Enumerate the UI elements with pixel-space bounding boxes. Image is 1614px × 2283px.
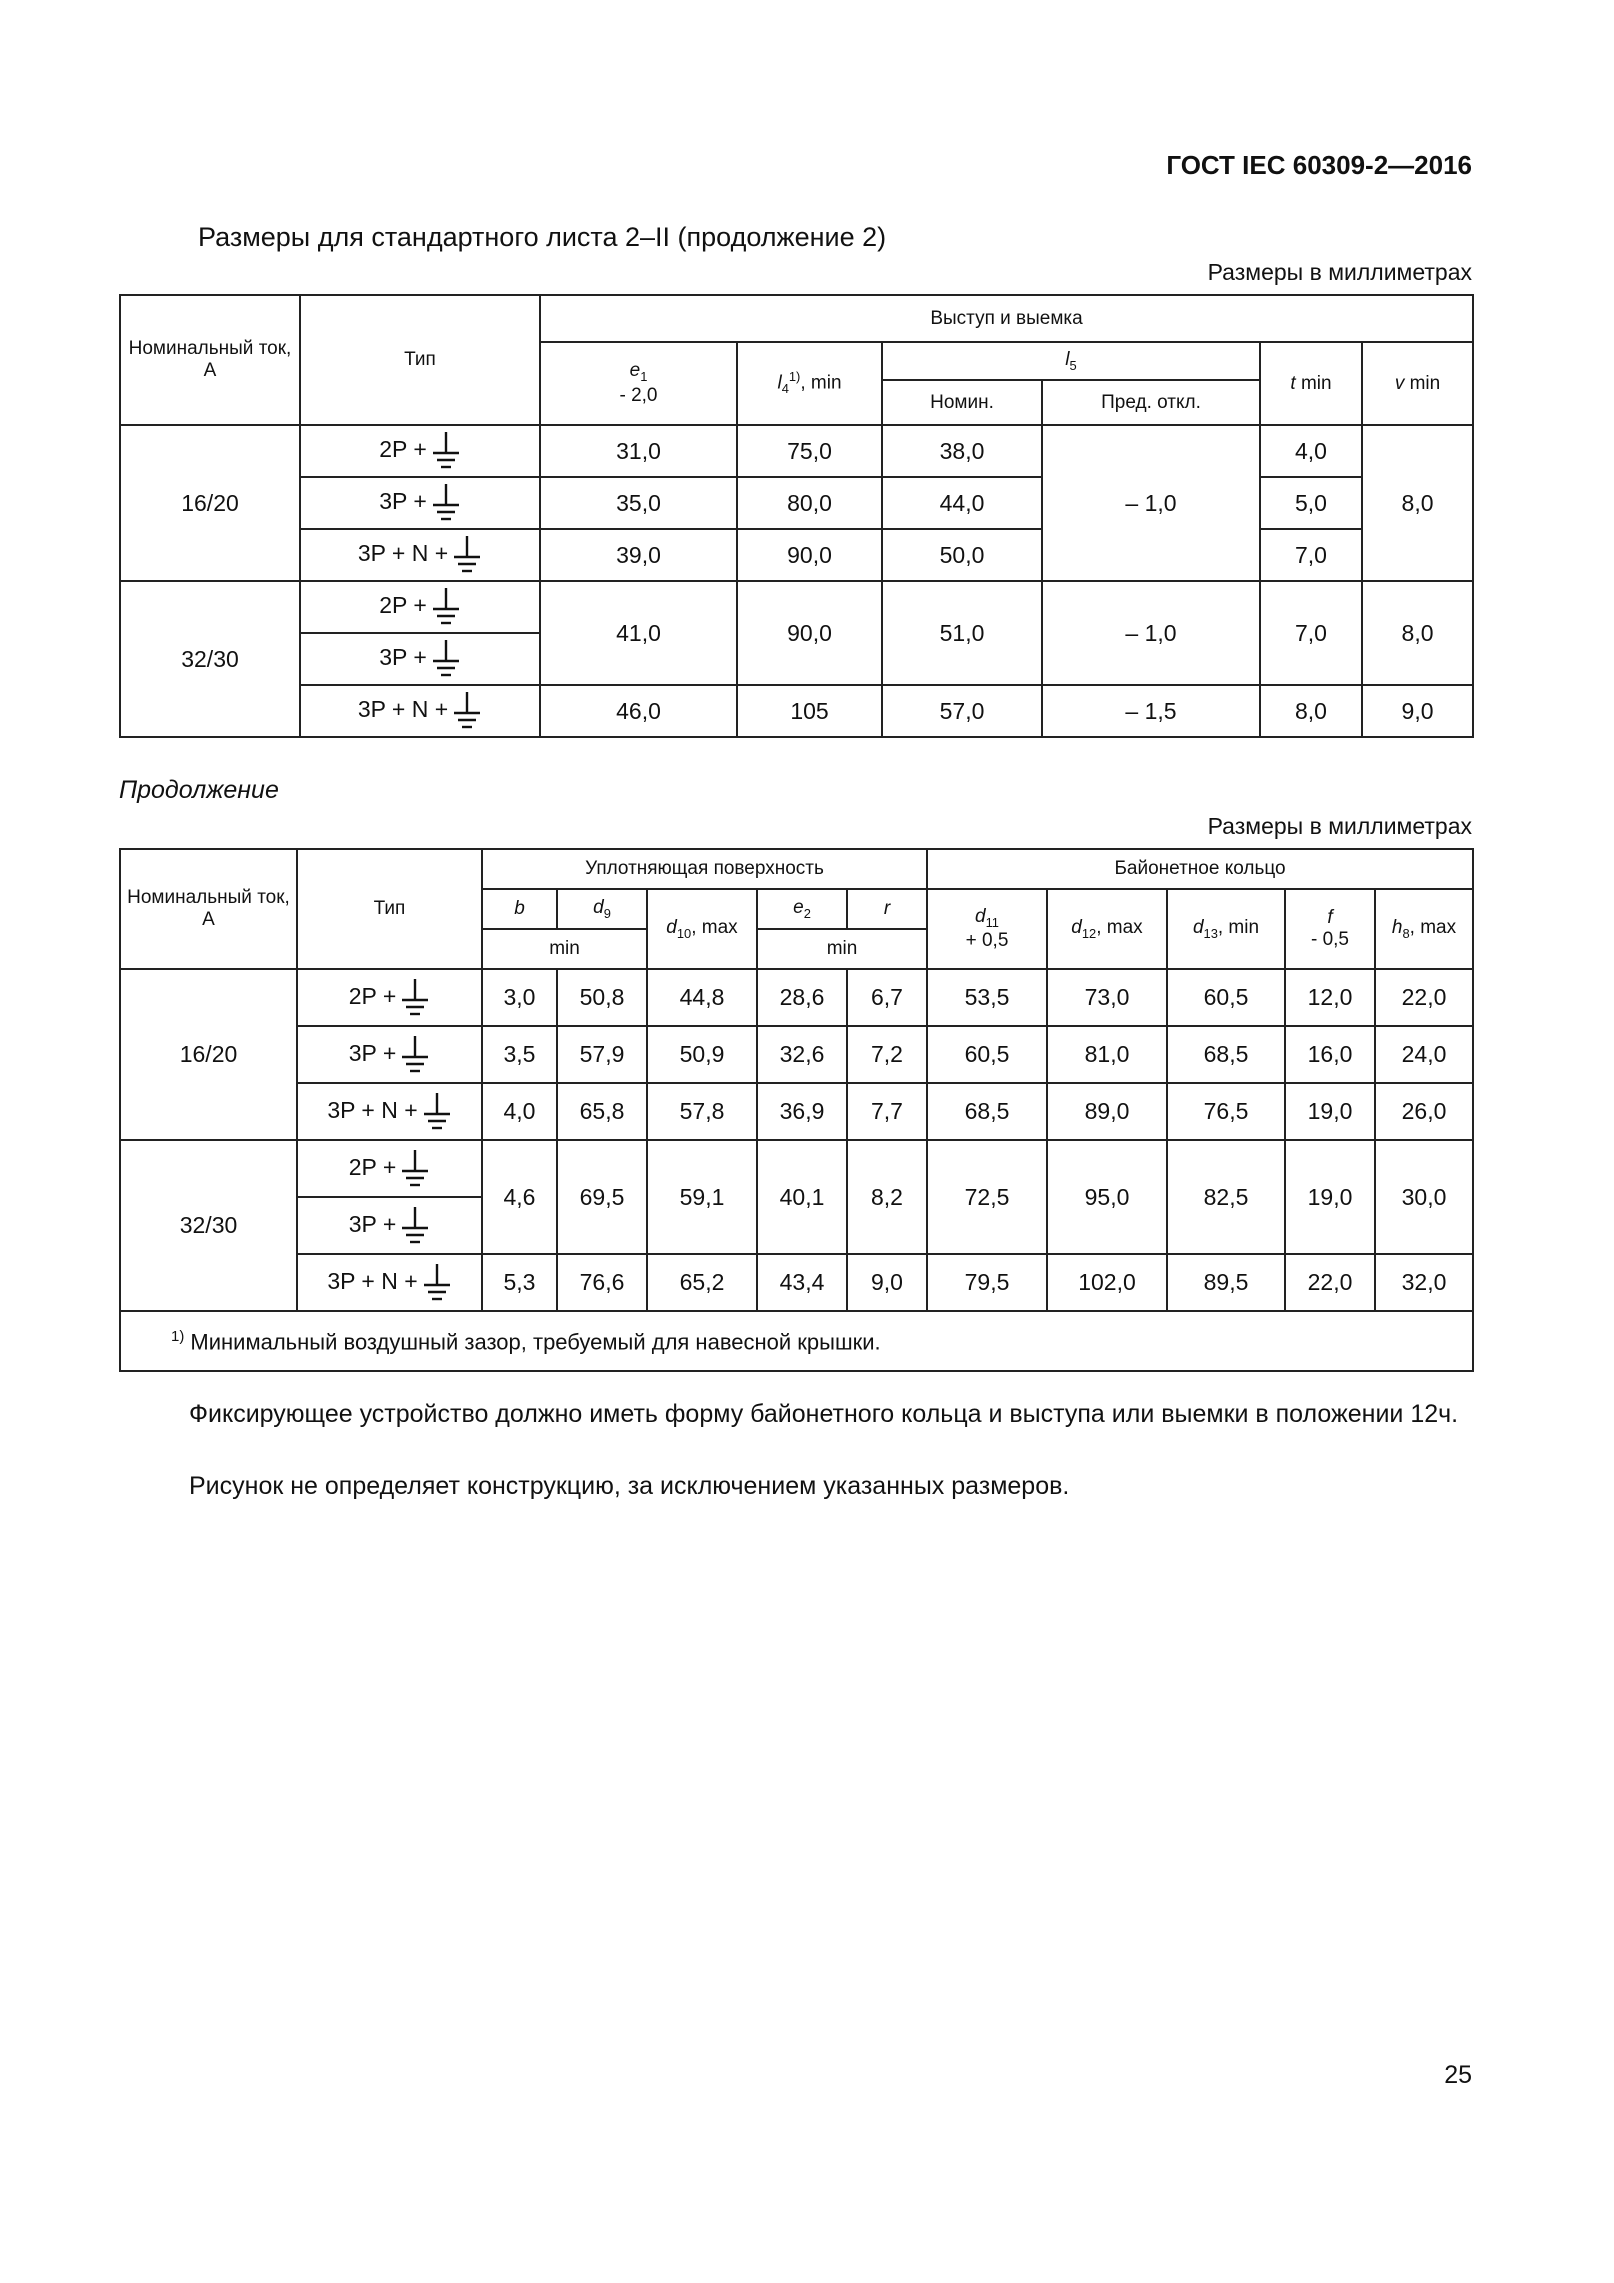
table-cell: 19,0 — [1285, 1140, 1375, 1254]
type-cell: 2P + — [297, 1140, 482, 1197]
table-cell: 7,2 — [847, 1026, 927, 1083]
table-cell: 22,0 — [1375, 969, 1473, 1026]
type-cell: 3P + N + — [297, 1254, 482, 1311]
table-cell: 60,5 — [927, 1026, 1047, 1083]
earth-ground-icon — [431, 639, 461, 679]
earth-ground-icon — [431, 431, 461, 471]
col-bayonet-group: Байонетное кольцо — [927, 849, 1473, 889]
group-label: 32/30 — [120, 581, 300, 737]
type-cell: 2P + — [297, 969, 482, 1026]
table-cell: 39,0 — [540, 529, 737, 581]
type-cell: 3P + N + — [297, 1083, 482, 1140]
table-cell: 5,0 — [1260, 477, 1362, 529]
table-cell: 51,0 — [882, 581, 1042, 685]
type-cell: 3P + N + — [300, 529, 540, 581]
table-cell: 81,0 — [1047, 1026, 1167, 1083]
col-min-label: min — [482, 929, 647, 969]
table-cell: 102,0 — [1047, 1254, 1167, 1311]
earth-ground-icon — [431, 483, 461, 523]
table-cell: 95,0 — [1047, 1140, 1167, 1254]
table-cell: 36,9 — [757, 1083, 847, 1140]
earth-ground-icon — [422, 1092, 452, 1132]
earth-ground-icon — [400, 1149, 430, 1189]
table-cell: 4,0 — [482, 1083, 557, 1140]
table-cell: 75,0 — [737, 425, 882, 477]
table-cell: 30,0 — [1375, 1140, 1473, 1254]
table-cell: – 1,0 — [1042, 425, 1260, 581]
table-cell: 4,0 — [1260, 425, 1362, 477]
table-cell: – 1,0 — [1042, 581, 1260, 685]
table-cell: 57,8 — [647, 1083, 757, 1140]
table-cell: 6,7 — [847, 969, 927, 1026]
paragraph-2: Рисунок не определяет конструкцию, за исключением указанных размеров. — [189, 1472, 1070, 1500]
table-cell: 19,0 — [1285, 1083, 1375, 1140]
paragraph-1: Фиксирующее устройство должно иметь форму байонетного кольца и выступа или выемки в положении 12ч. — [189, 1400, 1459, 1428]
table-cell: 9,0 — [1362, 685, 1473, 737]
table-cell: – 1,5 — [1042, 685, 1260, 737]
table-cell: 32,0 — [1375, 1254, 1473, 1311]
table-cell: 68,5 — [1167, 1026, 1285, 1083]
group-label: 32/30 — [120, 1140, 297, 1311]
table-cell: 53,5 — [927, 969, 1047, 1026]
table-cell: 5,3 — [482, 1254, 557, 1311]
col-d12: $d_{12}$, max — [1047, 889, 1167, 969]
col-nominal-current: Номинальный ток, А — [120, 849, 297, 969]
table-cell: 38,0 — [882, 425, 1042, 477]
table-cell: 69,5 — [557, 1140, 647, 1254]
table-cell: 57,0 — [882, 685, 1042, 737]
table-cell: 46,0 — [540, 685, 737, 737]
table-cell: 4,6 — [482, 1140, 557, 1254]
table-cell: 79,5 — [927, 1254, 1047, 1311]
table-cell: 8,2 — [847, 1140, 927, 1254]
col-b: b — [482, 889, 557, 929]
table-cell: 28,6 — [757, 969, 847, 1026]
units-label-2: Размеры в миллиметрах — [1207, 813, 1472, 839]
earth-ground-icon — [422, 1263, 452, 1303]
table-cell: 68,5 — [927, 1083, 1047, 1140]
table-cell: 7,0 — [1260, 529, 1362, 581]
type-cell: 3P + N + — [300, 685, 540, 737]
table-cell: 65,8 — [557, 1083, 647, 1140]
table-cell: 3,5 — [482, 1026, 557, 1083]
document-code: ГОСТ IEC 60309-2—2016 — [1166, 150, 1472, 180]
earth-ground-icon — [400, 1035, 430, 1075]
table-cell: 44,8 — [647, 969, 757, 1026]
col-seal-group: Уплотняющая поверхность — [482, 849, 927, 889]
earth-ground-icon — [452, 691, 482, 731]
dimensions-table-1 — [119, 294, 1474, 738]
footnote: $^{1)}$ Минимальный воздушный зазор, требуемый для навесной крышки. — [120, 1311, 1473, 1371]
type-cell: 2P + — [300, 581, 540, 633]
col-t-min: t min — [1260, 342, 1362, 425]
col-h8: $h_8$, max — [1375, 889, 1473, 969]
table-cell: 7,0 — [1260, 581, 1362, 685]
group-label: 16/20 — [120, 425, 300, 581]
col-l4: $l_4^{1)}$, min — [737, 342, 882, 425]
table-cell: 89,5 — [1167, 1254, 1285, 1311]
table-cell: 41,0 — [540, 581, 737, 685]
col-type: Тип — [300, 295, 540, 425]
col-protrusion-group: Выступ и выемка — [540, 295, 1473, 342]
table-cell: 90,0 — [737, 581, 882, 685]
table-cell: 59,1 — [647, 1140, 757, 1254]
group-label: 16/20 — [120, 969, 297, 1140]
table-cell: 31,0 — [540, 425, 737, 477]
table-cell: 57,9 — [557, 1026, 647, 1083]
table-cell: 50,0 — [882, 529, 1042, 581]
table-cell: 50,9 — [647, 1026, 757, 1083]
table-cell: 65,2 — [647, 1254, 757, 1311]
table-cell: 72,5 — [927, 1140, 1047, 1254]
col-type: Тип — [297, 849, 482, 969]
table-caption: Размеры для стандартного листа 2–II (продолжение 2) — [198, 222, 887, 252]
dimensions-table-2 — [119, 848, 1474, 1372]
table-cell: 105 — [737, 685, 882, 737]
table-cell: 24,0 — [1375, 1026, 1473, 1083]
table-cell: 50,8 — [557, 969, 647, 1026]
table-cell: 9,0 — [847, 1254, 927, 1311]
table-cell: 22,0 — [1285, 1254, 1375, 1311]
table-cell: 40,1 — [757, 1140, 847, 1254]
earth-ground-icon — [400, 978, 430, 1018]
earth-ground-icon — [400, 1206, 430, 1246]
table-cell: 82,5 — [1167, 1140, 1285, 1254]
table-cell: 43,4 — [757, 1254, 847, 1311]
table-cell: 26,0 — [1375, 1083, 1473, 1140]
table-cell: 76,6 — [557, 1254, 647, 1311]
col-l5: $l_5$ — [882, 342, 1260, 380]
col-r: r — [847, 889, 927, 929]
type-cell: 3P + — [297, 1197, 482, 1254]
col-f: f - 0,5 — [1285, 889, 1375, 969]
col-d10: $d_{10}$, max — [647, 889, 757, 969]
col-d11: $d_{11}$ + 0,5 — [927, 889, 1047, 969]
col-l5-nominal: Номин. — [882, 380, 1042, 425]
col-l5-deviation: Пред. откл. — [1042, 380, 1260, 425]
table-cell: 7,7 — [847, 1083, 927, 1140]
col-v-min: v min — [1362, 342, 1473, 425]
table-cell: 80,0 — [737, 477, 882, 529]
continuation-label: Продолжение — [119, 776, 279, 804]
table-cell: 8,0 — [1362, 425, 1473, 581]
earth-ground-icon — [452, 535, 482, 575]
table-cell: 16,0 — [1285, 1026, 1375, 1083]
units-label-1: Размеры в миллиметрах — [1207, 259, 1472, 285]
table-cell: 73,0 — [1047, 969, 1167, 1026]
table-cell: 32,6 — [757, 1026, 847, 1083]
table-cell: 44,0 — [882, 477, 1042, 529]
type-cell: 3P + — [300, 477, 540, 529]
table-cell: 8,0 — [1362, 581, 1473, 685]
table-cell: 89,0 — [1047, 1083, 1167, 1140]
col-e2: $e_2$ — [757, 889, 847, 929]
table-cell: 35,0 — [540, 477, 737, 529]
page-number: 25 — [1444, 2061, 1472, 2089]
col-min-label: min — [757, 929, 927, 969]
type-cell: 3P + — [300, 633, 540, 685]
col-e1: $e_1$ - 2,0 — [540, 342, 737, 425]
earth-ground-icon — [431, 587, 461, 627]
table-cell: 12,0 — [1285, 969, 1375, 1026]
type-cell: 2P + — [300, 425, 540, 477]
table-cell: 90,0 — [737, 529, 882, 581]
table-cell: 76,5 — [1167, 1083, 1285, 1140]
col-nominal-current: Номинальный ток, А — [120, 295, 300, 425]
table-cell: 8,0 — [1260, 685, 1362, 737]
col-d9: $d_9$ — [557, 889, 647, 929]
table-cell: 3,0 — [482, 969, 557, 1026]
table-cell: 60,5 — [1167, 969, 1285, 1026]
col-d13: $d_{13}$, min — [1167, 889, 1285, 969]
type-cell: 3P + — [297, 1026, 482, 1083]
